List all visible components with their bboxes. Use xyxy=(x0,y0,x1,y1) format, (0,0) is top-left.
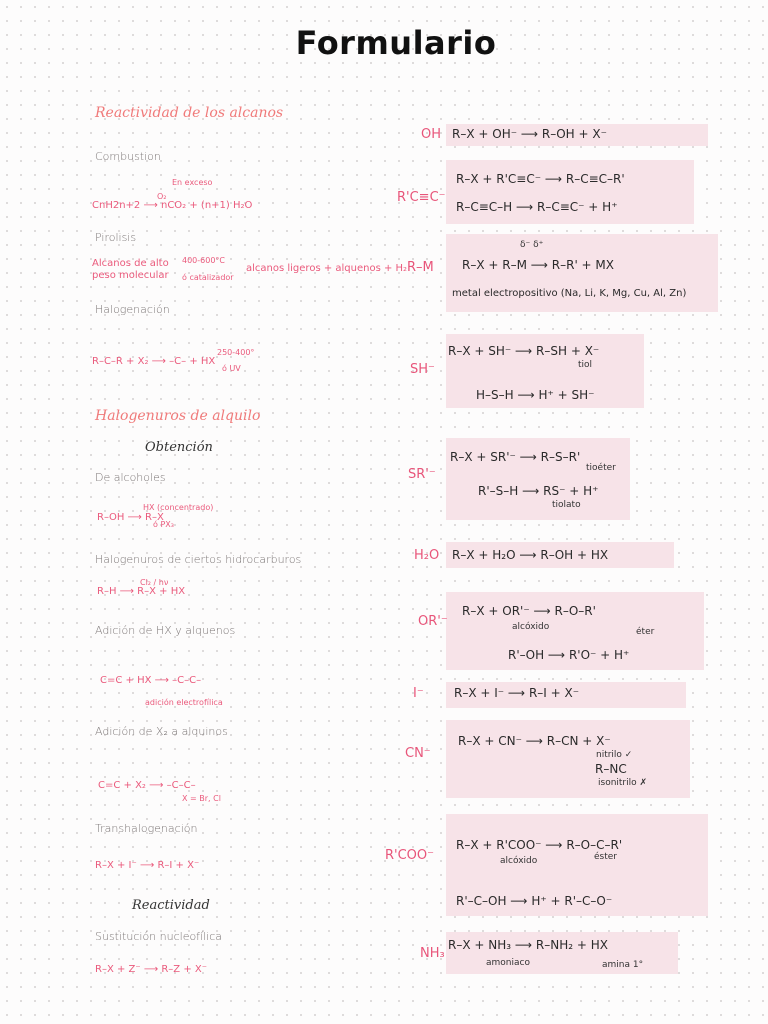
halogenacion-condition-2: ó UV xyxy=(222,364,241,373)
subheading-obtencion: Obtención xyxy=(145,440,213,455)
label-halogenacion: Halogenación xyxy=(95,303,170,316)
reagent-nh3: NH₃ xyxy=(420,946,445,961)
reaction-carboxilato-line-2: R'–C–OH ⟶ H⁺ + R'–C–O⁻ xyxy=(456,894,613,908)
reaction-cn-line-2: R–NC xyxy=(595,762,627,776)
adicion-x2-equation: C=C + X₂ ⟶ –C–C– xyxy=(98,780,196,791)
label-adicion-hx: Adición de HX y alquenos xyxy=(95,624,236,637)
label-adicion-x2: Adición de X₂ a alquinos xyxy=(95,725,228,738)
halogenacion-equation: R–C–R + X₂ ⟶ –C– + HX xyxy=(92,356,216,367)
reaction-or-line-1: R–X + OR'⁻ ⟶ R–O–R' xyxy=(462,604,596,618)
transhalogenacion-equation: R–X + I⁻ ⟶ R–I + X⁻ xyxy=(95,860,200,871)
reagent-carboxilato: R'COO⁻ xyxy=(385,848,435,863)
reaction-oh-line-1: R–X + OH⁻ ⟶ R–OH + X⁻ xyxy=(452,127,607,141)
reaction-acetiluro-line-2: R–C≡C–H ⟶ R–C≡C⁻ + H⁺ xyxy=(456,200,618,214)
reaction-sr-line-2: R'–S–H ⟶ RS⁻ + H⁺ xyxy=(478,484,599,498)
reaction-sh-note: tiol xyxy=(578,360,593,370)
reaction-nh3-note2: amina 1° xyxy=(602,960,644,970)
reaction-nh3-note: amoniaco xyxy=(486,958,530,968)
sustitucion-equation: R–X + Z⁻ ⟶ R–Z + X⁻ xyxy=(95,964,208,975)
reagent-i: I⁻ xyxy=(413,686,424,701)
adicion-hx-note: adición electrofílica xyxy=(145,698,223,707)
reaction-sr-note2: tiolato xyxy=(552,500,581,510)
combustion-o2: O₂ xyxy=(157,192,167,201)
alcoholes-equation: R–OH ⟶ R–X xyxy=(97,512,164,523)
reaction-h2o-line-1: R–X + H₂O ⟶ R–OH + HX xyxy=(452,548,609,562)
label-pirolisis: Pirolisis xyxy=(95,231,137,244)
pirolisis-reactant-1: Alcanos de alto xyxy=(92,258,169,269)
label-alcoholes: De alcoholes xyxy=(95,471,166,484)
halogenacion-condition-1: 250-400° xyxy=(217,348,255,357)
reaction-carboxilato-note: alcóxido xyxy=(500,856,538,866)
section-heading-halogenuros: Halogenuros de alquilo xyxy=(95,408,261,424)
reaction-or-line-2: R'–OH ⟶ R'O⁻ + H⁺ xyxy=(508,648,630,662)
hidrocarburos-condition: Cl₂ / hν xyxy=(140,578,169,587)
section-heading-alcanos: Reactividad de los alcanos xyxy=(95,105,284,121)
subheading-reactividad: Reactividad xyxy=(132,898,210,913)
reagent-rm: R–M xyxy=(407,260,434,275)
label-hidrocarburos: Halogenuros de ciertos hidrocarburos xyxy=(95,553,302,566)
reaction-carboxilato-line-1: R–X + R'COO⁻ ⟶ R–O–C–R' xyxy=(456,838,623,852)
reaction-nh3-line-1: R–X + NH₃ ⟶ R–NH₂ + HX xyxy=(448,938,608,952)
reaction-box-cn xyxy=(446,720,690,798)
reagent-or: OR'⁻ xyxy=(418,614,448,629)
label-transhalogenacion: Transhalogenación xyxy=(95,822,198,835)
reaction-rm-line-1: R–X + R–M ⟶ R–R' + MX xyxy=(462,258,614,272)
reagent-oh: OH xyxy=(421,127,442,142)
reaction-or-note2: éter xyxy=(636,627,655,637)
reagent-sh: SH⁻ xyxy=(410,362,435,377)
pirolisis-products: alcanos ligeros + alquenos + H₂ xyxy=(246,263,408,274)
reaction-sh-line-1: R–X + SH⁻ ⟶ R–SH + X⁻ xyxy=(448,344,600,358)
alcoholes-condition-1: HX (concentrado) xyxy=(143,503,214,512)
reagent-h2o: H₂O xyxy=(414,548,440,563)
reagent-acetiluro: R'C≡C⁻ xyxy=(397,190,446,205)
reaction-box-acetiluro xyxy=(446,160,694,224)
reaction-sr-line-1: R–X + SR'⁻ ⟶ R–S–R' xyxy=(450,450,581,464)
combustion-equation: CnH2n+2 ⟶ nCO₂ + (n+1) H₂O xyxy=(92,200,253,211)
pirolisis-condition-2: ó catalizador xyxy=(182,273,234,282)
reaction-rm-line-2: metal electropositivo (Na, Li, K, Mg, Cu, Al, Zn) xyxy=(452,288,687,299)
reaction-sr-note: tioéter xyxy=(586,463,616,473)
reaction-rm-charges: δ⁻ δ⁺ xyxy=(520,240,544,250)
combustion-condition: En exceso xyxy=(172,178,213,187)
reagent-cn: CN⁻ xyxy=(405,746,431,761)
pirolisis-condition-1: 400-600°C xyxy=(182,256,226,265)
label-sustitucion: Sustitución nucleofílica xyxy=(95,930,223,943)
reaction-sh-line-2: H–S–H ⟶ H⁺ + SH⁻ xyxy=(476,388,595,402)
reaction-box-rm xyxy=(446,234,718,312)
reaction-cn-note2: isonitrilo ✗ xyxy=(598,778,648,788)
reaction-carboxilato-note2: éster xyxy=(594,852,617,862)
reaction-i-line-1: R–X + I⁻ ⟶ R–I + X⁻ xyxy=(454,686,580,700)
reaction-cn-note: nitrilo ✓ xyxy=(596,750,633,760)
reaction-acetiluro-line-1: R–X + R'C≡C⁻ ⟶ R–C≡C–R' xyxy=(456,172,625,186)
alcoholes-condition-2: ó PX₃ xyxy=(153,520,174,529)
page-title: Formulario xyxy=(295,24,497,62)
adicion-hx-equation: C=C + HX ⟶ –C–C– xyxy=(100,675,202,686)
reagent-sr: SR'⁻ xyxy=(408,467,436,482)
pirolisis-reactant-2: peso molecular xyxy=(92,270,169,281)
reaction-cn-line-1: R–X + CN⁻ ⟶ R–CN + X⁻ xyxy=(458,734,611,748)
hidrocarburos-equation: R–H ⟶ R–X + HX xyxy=(97,586,186,597)
reaction-or-note: alcóxido xyxy=(512,622,550,632)
adicion-x2-note: X = Br, Cl xyxy=(182,794,221,803)
label-combustion: Combustion xyxy=(95,150,161,163)
